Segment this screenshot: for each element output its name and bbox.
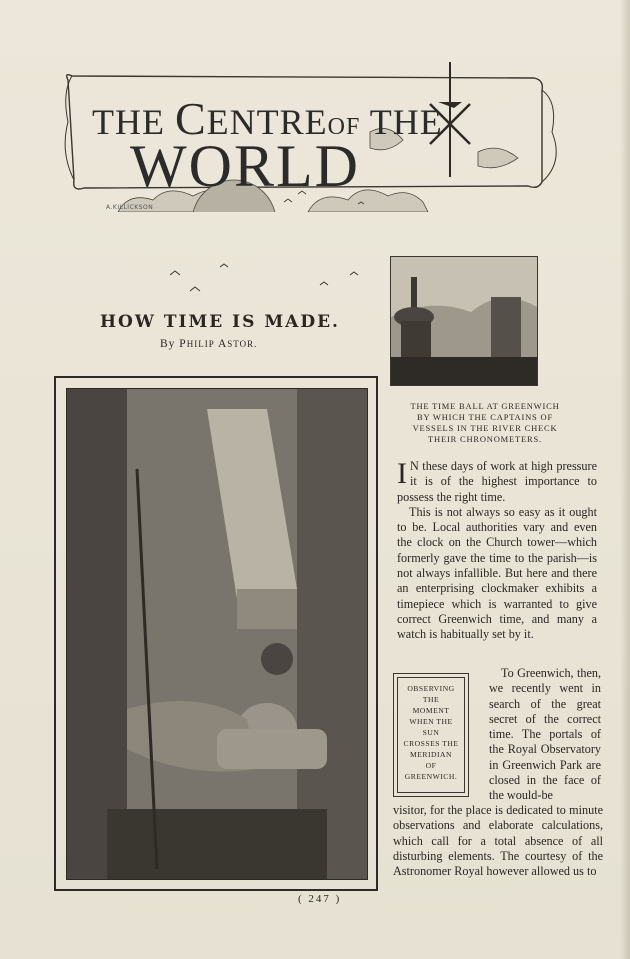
- article-body-top: [397, 459, 597, 643]
- drop-cap: I: [397, 457, 407, 490]
- article-headline: HOW TIME IS MADE.: [100, 312, 340, 332]
- title-word-centre: ENTRE: [206, 102, 328, 142]
- observing-caption: [397, 677, 465, 793]
- caption-line: OBSERVING: [407, 684, 455, 693]
- paragraph-3-narrow: To Greenwich, then, we recently went in search of the great secret of the correct time. The portals of the Royal Observatory in Greenwich Park are closed in the face of the would-be: [489, 666, 601, 803]
- caption-line: MOMENT: [412, 706, 450, 715]
- page-number: ( 247 ): [298, 893, 342, 905]
- artist-signature: A.KILLICKSON: [106, 204, 154, 211]
- time-ball-photo: [390, 256, 538, 386]
- title-word-the: THE: [92, 102, 165, 142]
- title-word-the-2: THE: [369, 102, 443, 142]
- title-word-of: OF: [327, 114, 361, 140]
- caption-line: CROSSES THE: [403, 739, 459, 748]
- byline-prefix: By: [160, 338, 176, 350]
- title-line-2: WORLD: [130, 133, 360, 199]
- byline-initial-a: A: [217, 338, 228, 350]
- caption-line: BY WHICH THE CAPTAINS OF: [417, 412, 553, 422]
- byline-rest-a: STOR.: [227, 339, 258, 349]
- caption-line: GREENWICH.: [404, 772, 458, 781]
- caption-line: THEIR CHRONOMETERS.: [428, 434, 542, 444]
- paragraph-3-wide: visitor, for the place is dedicated to minute observations and elaborate calculations, which call for a total absence of all disturbing elements. The courtesy of the Astronomer Royal however allowed us to: [393, 803, 603, 879]
- page-edge-shadow: [620, 0, 630, 959]
- article-byline: [160, 338, 257, 350]
- paragraph-2: This is not always so easy as it ought to be. Local authorities vary and even the clock on the Church tower—which formerly gave the time to the parish—is not always infallible. But here and there an enterprising clockmaker exhibits a timepiece which is warranted to give correct Greenwich time, and many a watch is habitually set by it.: [397, 504, 597, 642]
- caption-line: MERIDIAN: [410, 750, 452, 759]
- telescope-observer-photo: [66, 388, 368, 880]
- caption-line: THE: [422, 695, 440, 704]
- title-initial-c: C: [174, 93, 207, 144]
- caption-line: THE TIME BALL AT GREENWICH: [410, 401, 560, 411]
- observing-caption-box: [393, 673, 469, 797]
- caption-line: VESSELS IN THE RIVER CHECK: [412, 423, 558, 433]
- birds-illustration: [160, 255, 380, 305]
- caption-line: SUN: [422, 728, 440, 737]
- paragraph-1: N these days of work at high pressure it is of the highest importance to possess the right time.: [397, 459, 597, 504]
- byline-initial-p: P: [179, 338, 187, 350]
- caption-line: WHEN THE: [409, 717, 453, 726]
- time-ball-caption: [392, 401, 578, 445]
- byline-rest-p: HILIP: [186, 339, 215, 349]
- caption-line: OF: [425, 761, 437, 770]
